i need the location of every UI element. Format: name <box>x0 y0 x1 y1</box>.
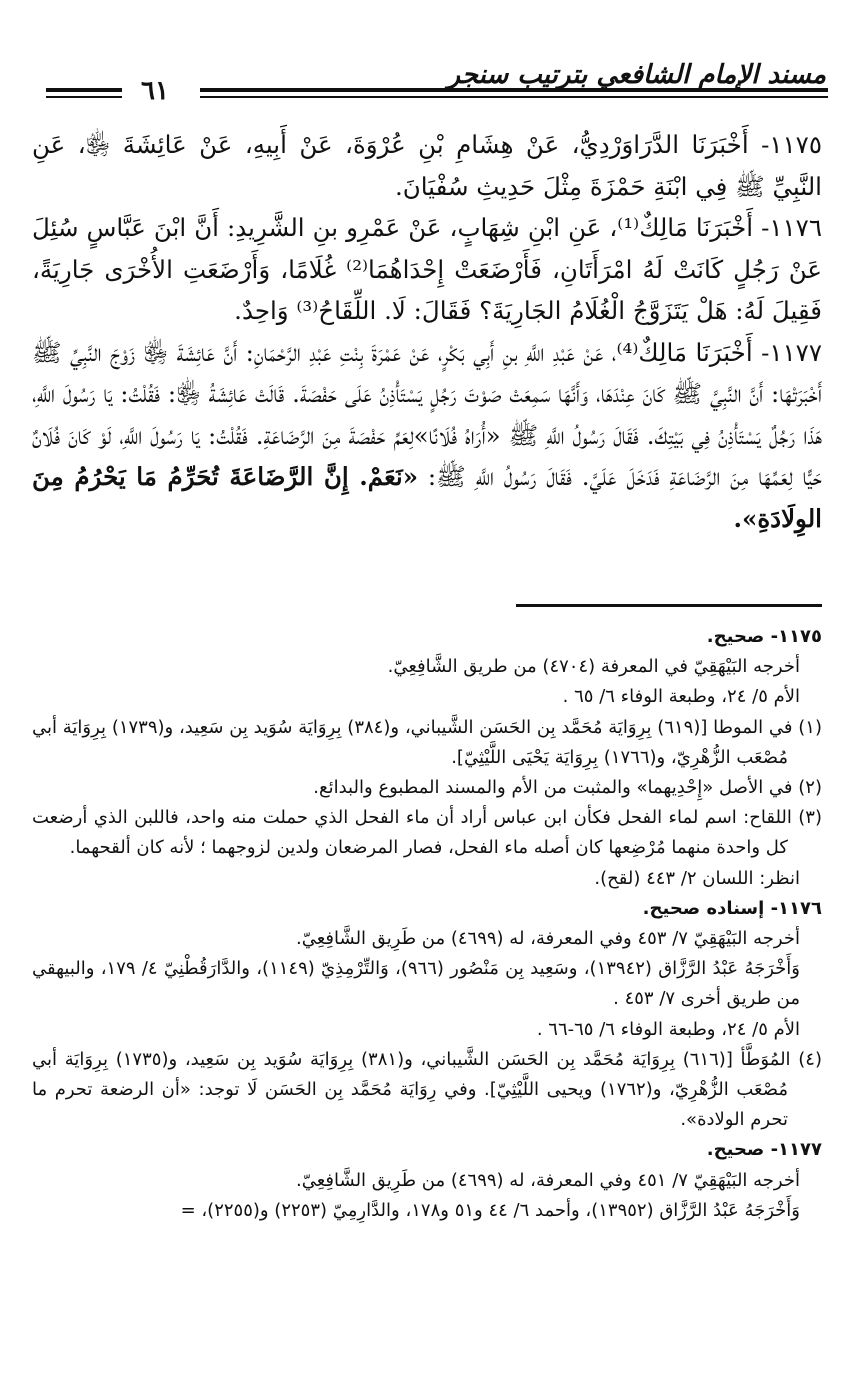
note-grade-1177: ١١٧٧- صحيح. <box>706 1139 822 1161</box>
note-line: أخرجه البَيْهَقِيّ ٧/ ٤٥١ وفي المعرفة، له (٤٦٩٩) من طَرِيق الشَّافِعِيّ. <box>296 1169 800 1191</box>
hadith-1176: ١١٧٦- أَخْبَرَنَا مَالِكٌ⁽¹⁾، عَنِ ابْنِ شِهَابٍ، عَنْ عَمْرِو بنِ الشَّرِيدِ: أَنَّ ابْنَ عَبَّاسٍ سُئِلَ عَنْ رَجُلٍ كَانَتْ لَهُ امْرَأَتَانِ، فَأَرْضَعَتْ إِحْدَاهُمَا⁽²⁾ غُلَامًا، وَأَرْضَعَتِ الأُخْرَى جَارِيَةً، فَقِيلَ لَهُ: هَلْ يَتَزَوَّجُ الْغُلَامُ الجَارِيَةَ؟ فَقَالَ: لَا. اللِّقَاحُ⁽³⁾ وَاحِدٌ. <box>32 213 822 325</box>
hadith-1177-body: ١١٧٧- أَخْبَرَنَا مَالِكٌ⁽⁴⁾، عَنْ عَبْدِ اللَّهِ بنِ أَبِي بَكْرٍ، عَنْ عَمْرَةَ بِنْتِ عَبْدِ الرَّحْمَانِ: أَنَّ عَائِشَةَ ﵂ زَوْجَ النَّبِيِّ ﷺ أَخْبَرَتْهَا: أَنَّ النَّبِيَّ ﷺ كَانَ عِنْدَهَا، وَأَنَّهَا سَمِعَتْ صَوْتَ رَجُلٍ يَسْتَأْذِنُ عَلَى حَفْصَةَ. قَالَتْ عَائِشَةُ ﵂: فَقُلْتُ: يَا رَسُولَ اللَّهِ، هَذَا رَجُلٌ يَسْتَأْذِنُ فِي بَيْتِكَ. فَقَالَ رَسُولُ اللَّهِ ﷺ «أُرَاهُ فُلَانًا»لِعَمِّ حَفْصَةَ مِنَ الرَّضَاعَةِ. فَقُلْتُ: يَا رَسُولَ اللَّهِ، لَوْ كَانَ فُلَانٌ حَيًّا لِعَمِّهَا مِنَ الرَّضَاعَةِ فَدَخَلَ عَلَيَّ. فَقَالَ رَسُولُ اللَّهِ ﷺ: <box>32 337 822 491</box>
footnote-3: (٣) اللقاح: اسم لماء الفحل فكأن ابن عباس أراد أن ماء الفحل الذي حملت منه واحد، فاللبن الذي أرضعت كل واحدة منهما مُرْضِعها كان أصله ماء الفحل، فصار المرضعان ولدين لزوجهما ؛ لأنه كان ألقحهما. <box>32 807 822 859</box>
note-line: الأم ٥/ ٢٤، وطبعة الوفاء ٦/ ٦٥ . <box>562 686 800 708</box>
note-line: وَأَخْرَجَهُ عَبْدُ الرَّزَّاق (١٣٩٥٢)، وأحمد ٦/ ٤٤ و٥١ و١٧٨، والدَّارِمِيّ (٢٢٥٣) و(٢٢٥٥)، = <box>180 1199 800 1221</box>
hadith-1175: ١١٧٥- أَخْبَرَنَا الدَّرَاوَرْدِيُّ، عَنْ هِشَامِ بْنِ عُرْوَةَ، عَنْ أَبِيهِ، عَنْ عَائِشَةَ ﵂، عَنِ النَّبِيِّ ﷺ فِي ابْنَةِ حَمْزَةَ مِثْلَ حَدِيثِ سُفْيَانَ. <box>32 130 822 201</box>
note-grade-1176: ١١٧٦- إسناده صحيح. <box>642 897 822 919</box>
footnote-4: (٤) المُوَطَّأ [(٦١٦) بِرِوَايَة مُحَمَّد بِن الحَسَن الشَّيباني، و(٣٨١) بِرِوَايَة سُوَيد بِن سَعِيد، و(١٧٣٥) بِرِوَايَة أبي مُصْعَب الزُّهْرِيّ، و(١٧٦٢) ويحيى اللَّيْثِيّ]. وفي رِوَايَة مُحَمَّد بِن الحَسَن لَا توجد: «أن الرضعة تحرم ما تحرم الولادة». <box>32 1048 822 1131</box>
note-line: وَأَخْرَجَهُ عَبْدُ الرَّزَّاق (١٣٩٤٢)، وسَعِيد بِن مَنْصُور (٩٦٦)، وَالتِّرْمِذِيّ (١١٤٩)، والدَّارَقُطْنِيّ ٤/ ١٧٩، والبيهقي من طريق أخرى ٧/ ٤٥٣ . <box>32 958 800 1010</box>
note-grade-1175: ١١٧٥- صحيح. <box>706 626 822 647</box>
running-title: مسند الإمام الشافعي بترتيب سنجر <box>447 60 826 90</box>
hadith-text <box>32 124 822 539</box>
footnotes <box>32 622 822 1226</box>
hadith-1177-saying: «نَعَمْ. إِنَّ الرَّضَاعَةَ تُحَرِّمُ مَا يَحْرُمُ مِنَ الوِلَادَةِ». <box>32 462 822 533</box>
footnote-2: (٢) في الأصل «إِحْدِيهما» والمثبت من الأم والمسند المطبوع والبدائع. <box>313 777 822 799</box>
note-line: أخرجه البَيْهَقِيّ ٧/ ٤٥٣ وفي المعرفة، له (٤٦٩٩) من طَرِيق الشَّافِعِيّ. <box>296 928 800 950</box>
footnote-separator <box>516 604 822 607</box>
header-rule-right <box>200 88 828 98</box>
footnote-1: (١) في الموطا [(٦١٩) بِرِوَايَة مُحَمَّد بِن الحَسَن الشَّيباني، و(٣٨٤) بِرِوَايَة سُوَيد بِن سَعِيد، و(١٧٣٩) بِرِوَايَة أبي مُصْعَب الزُّهْرِيّ، و(١٧٦٦) بِرِوَايَة يَحْيَى اللَّيْثِيّ]. <box>32 716 822 768</box>
note-line: انظر: اللسان ٢/ ٤٤٣ (لقح). <box>594 867 800 889</box>
header-rule-left <box>46 88 122 98</box>
hadith-1177 <box>32 332 822 540</box>
note-line: أخرجه البَيْهَقِيّ في المعرفة (٤٧٠٤) من طريق الشَّافِعِيّ. <box>387 656 800 678</box>
page-number: ٦١ <box>141 76 169 106</box>
note-line: الأم ٥/ ٢٤، وطبعة الوفاء ٦/ ٦٥-٦٦ . <box>536 1018 800 1040</box>
